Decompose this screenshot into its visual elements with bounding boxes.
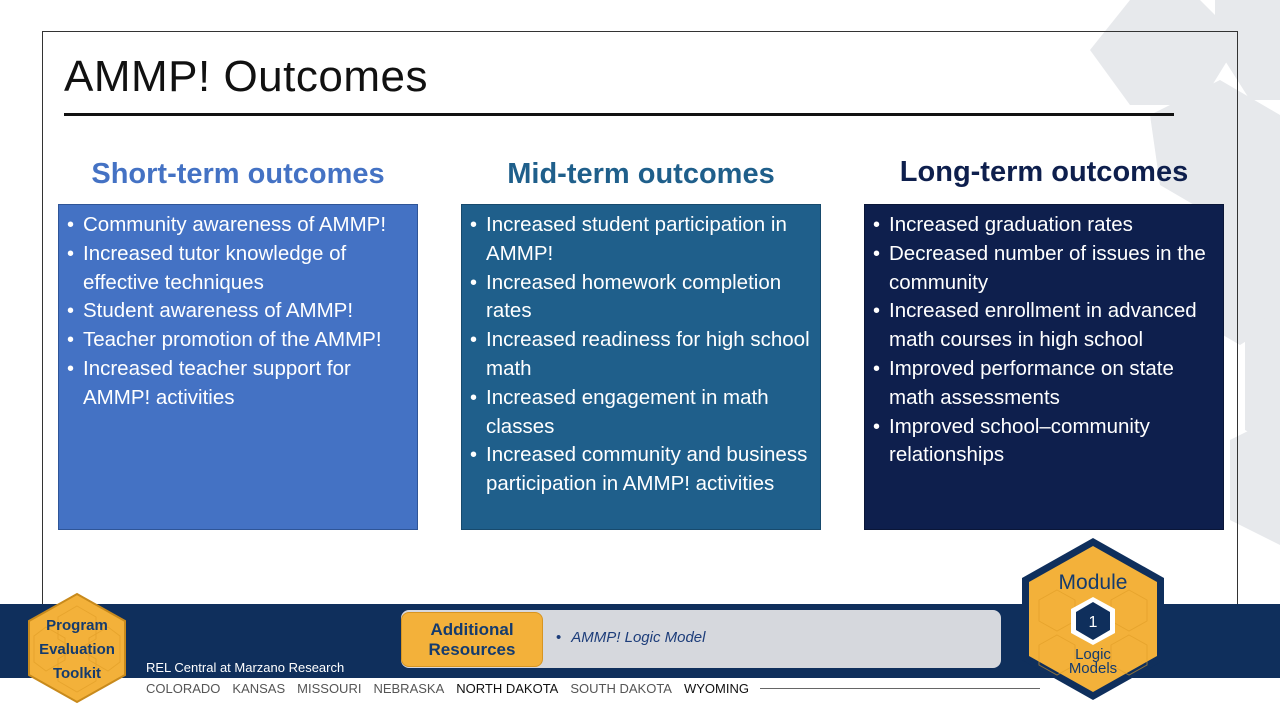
long-term-list xyxy=(873,211,1213,470)
list-item: • Student awareness of AMMP! xyxy=(67,297,407,326)
organization-name: REL Central at Marzano Research xyxy=(146,660,345,675)
bullet-icon: • xyxy=(556,629,562,646)
list-item: • Increased readiness for high school math xyxy=(470,326,810,384)
module-number: 1 xyxy=(1088,614,1098,631)
footer-rule xyxy=(760,688,1040,689)
module-line2: Models xyxy=(1068,660,1118,677)
state-label: NEBRASKA xyxy=(373,681,445,696)
state-label: KANSAS xyxy=(232,681,286,696)
list-item: • Increased engagement in math classes xyxy=(470,384,810,442)
list-item: • Increased community and business participation in AMMP! activities xyxy=(470,441,810,499)
logo-line1: Program xyxy=(46,617,108,634)
resources-label-line1: Additional xyxy=(430,619,514,639)
list-item: • Increased student participation in AMMP! xyxy=(470,211,810,269)
state-label: WYOMING xyxy=(683,681,749,696)
list-item: • Increased homework completion rates xyxy=(470,269,810,327)
list-item: • Teacher promotion of the AMMP! xyxy=(67,326,407,355)
logic-model-link[interactable] xyxy=(556,629,705,646)
short-term-box xyxy=(58,204,418,530)
mid-term-list xyxy=(470,211,810,499)
list-item: • Increased teacher support for AMMP! activities xyxy=(67,355,407,413)
logic-model-link-text: AMMP! Logic Model xyxy=(571,629,706,646)
long-term-heading: Long-term outcomes xyxy=(899,156,1189,188)
logo-line2: Evaluation xyxy=(39,641,115,658)
short-term-list xyxy=(67,211,407,413)
mid-term-box xyxy=(461,204,821,530)
list-item: • Improved performance on state math assessments xyxy=(873,355,1213,413)
states-list xyxy=(146,681,749,696)
list-item: • Decreased number of issues in the community xyxy=(873,240,1213,298)
list-item: • Increased graduation rates xyxy=(873,211,1213,240)
module-word: Module xyxy=(1058,571,1128,594)
mid-term-heading: Mid-term outcomes xyxy=(507,158,775,190)
slide-title: AMMP! Outcomes xyxy=(64,52,428,101)
resources-label-line2: Resources xyxy=(428,639,516,659)
title-underline xyxy=(64,113,1174,116)
list-item: • Increased enrollment in advanced math courses in high school xyxy=(873,297,1213,355)
state-label: NORTH DAKOTA xyxy=(456,681,559,696)
state-label: MISSOURI xyxy=(297,681,362,696)
list-item: • Increased tutor knowledge of effective techniques xyxy=(67,240,407,298)
state-label: COLORADO xyxy=(146,681,221,696)
list-item: • Community awareness of AMMP! xyxy=(67,211,407,240)
module-line1: Logic xyxy=(1075,646,1111,663)
additional-resources-label xyxy=(401,612,543,667)
state-label: SOUTH DAKOTA xyxy=(570,681,672,696)
long-term-box xyxy=(864,204,1224,530)
list-item: • Improved school–community relationships xyxy=(873,413,1213,471)
module-badge[interactable] xyxy=(1017,535,1169,703)
program-evaluation-toolkit-logo xyxy=(26,592,128,704)
logo-line3: Toolkit xyxy=(52,665,102,682)
short-term-heading: Short-term outcomes xyxy=(91,158,385,190)
